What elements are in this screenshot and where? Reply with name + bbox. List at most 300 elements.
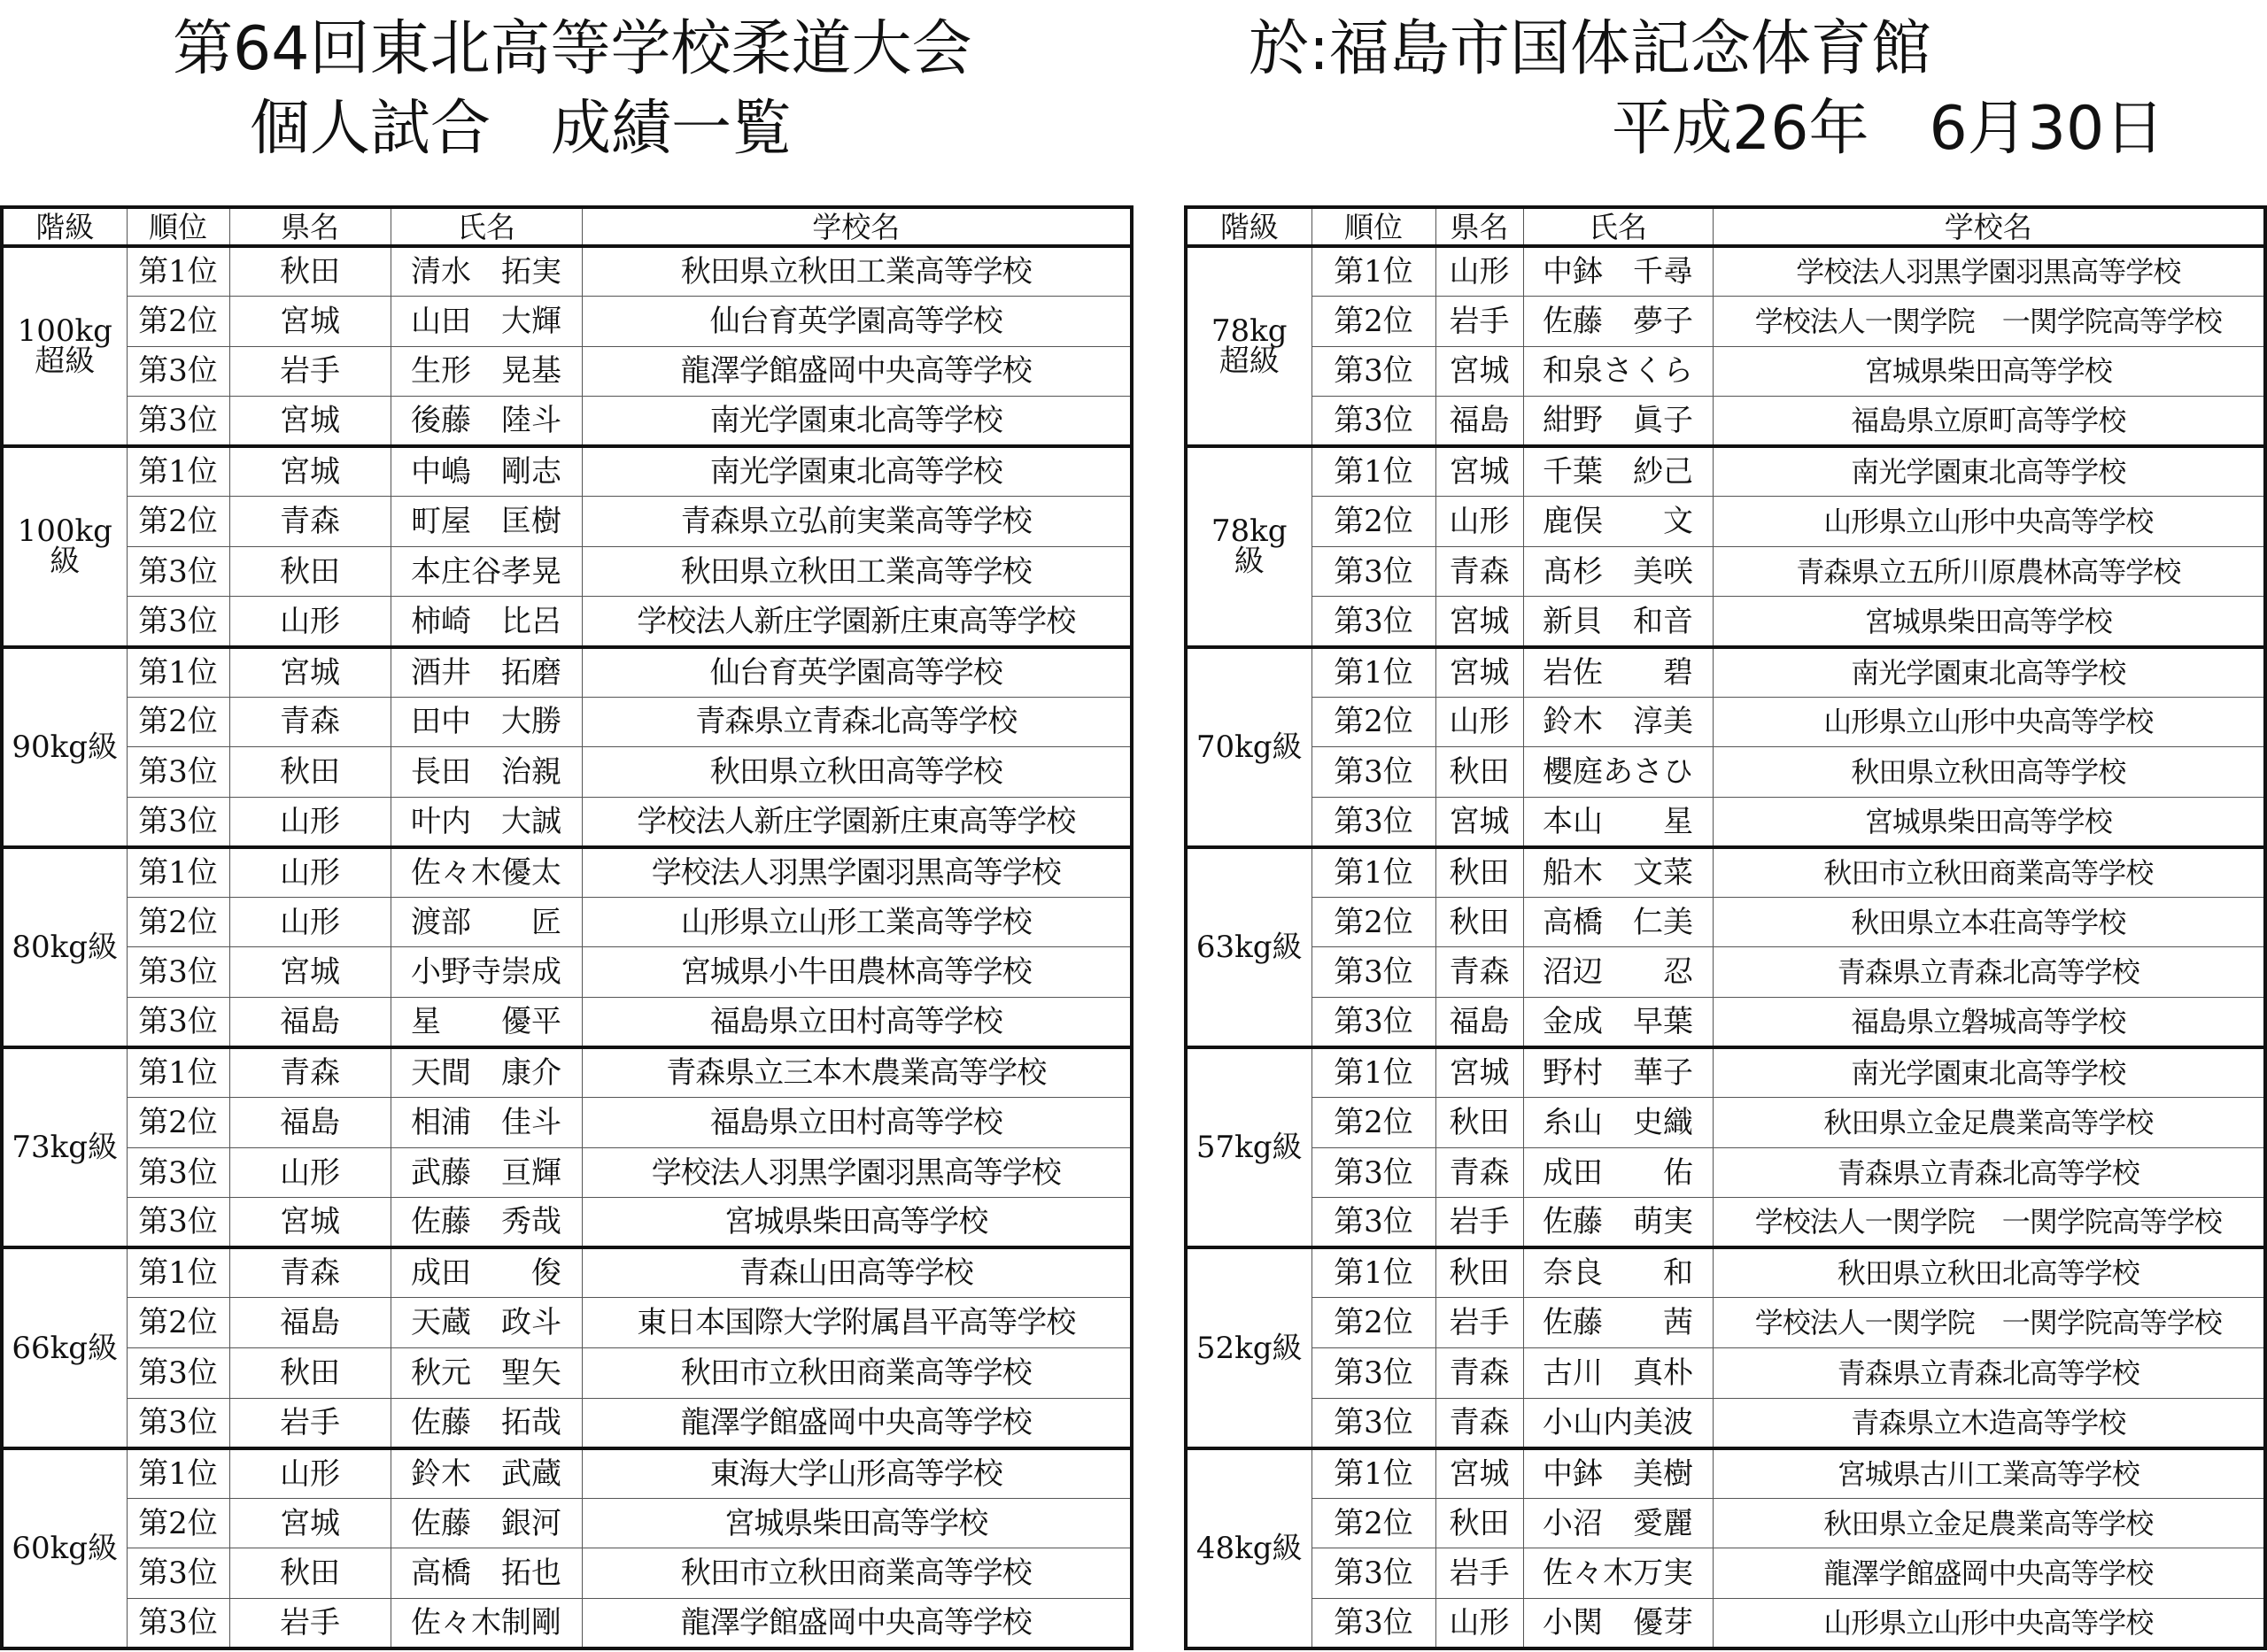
school-cell: 南光学園東北高等学校 <box>1713 1047 2265 1098</box>
weight-class-cell: 57kg級 <box>1186 1047 1311 1247</box>
prefecture-cell: 宮城 <box>229 446 391 497</box>
school-cell: 青森県立五所川原農林高等学校 <box>1713 546 2265 597</box>
prefecture-cell: 岩手 <box>1435 297 1523 347</box>
table-row <box>2 1047 1132 1098</box>
name-cell: 佐々木制剛 <box>391 1598 582 1648</box>
rank-cell: 第2位 <box>1311 697 1435 747</box>
school-cell: 秋田県立秋田工業高等学校 <box>582 246 1132 297</box>
name-cell: 後藤 陸斗 <box>391 397 582 447</box>
weight-class-group <box>1186 1247 2265 1447</box>
table-row <box>1186 246 2265 297</box>
table-row <box>1186 1598 2265 1648</box>
name-cell: 佐藤 秀哉 <box>391 1198 582 1248</box>
table-row <box>2 897 1132 947</box>
school-cell: 秋田県立秋田工業高等学校 <box>582 546 1132 597</box>
school-cell: 南光学園東北高等学校 <box>1713 647 2265 698</box>
weight-class-group <box>1186 1047 2265 1247</box>
name-cell: 相浦 佳斗 <box>391 1098 582 1148</box>
table-row <box>1186 597 2265 647</box>
school-cell: 秋田県立秋田高等学校 <box>582 747 1132 798</box>
rank-cell: 第1位 <box>1311 1247 1435 1298</box>
table-row <box>2 246 1132 297</box>
venue-label: 於:福島市国体記念体育館 <box>1249 14 1931 84</box>
table-row <box>2 1398 1132 1448</box>
column-header-weight-class: 階級 <box>1186 207 1311 246</box>
school-cell: 宮城県柴田高等学校 <box>1713 797 2265 847</box>
table-row <box>1186 1548 2265 1599</box>
prefecture-cell: 秋田 <box>1435 847 1523 898</box>
weight-class-group <box>2 446 1132 646</box>
rank-cell: 第1位 <box>1311 1448 1435 1499</box>
school-cell: 学校法人一関学院 一関学院高等学校 <box>1713 1298 2265 1348</box>
name-cell: 田中 大勝 <box>391 697 582 747</box>
prefecture-cell: 秋田 <box>229 747 391 798</box>
school-cell: 龍澤学館盛岡中央高等学校 <box>1713 1548 2265 1599</box>
rank-cell: 第3位 <box>127 998 229 1048</box>
prefecture-cell: 岩手 <box>1435 1198 1523 1248</box>
name-cell: 中嶋 剛志 <box>391 446 582 497</box>
prefecture-cell: 青森 <box>229 1247 391 1298</box>
table-row <box>1186 1348 2265 1399</box>
weight-class-group <box>1186 647 2265 847</box>
school-cell: 秋田市立秋田商業高等学校 <box>582 1548 1132 1599</box>
weight-class-cell: 90kg級 <box>2 647 127 847</box>
prefecture-cell: 岩手 <box>229 1398 391 1448</box>
rank-cell: 第3位 <box>127 1147 229 1198</box>
school-cell: 福島県立田村高等学校 <box>582 998 1132 1048</box>
rank-cell: 第1位 <box>127 1448 229 1499</box>
column-header-name: 氏名 <box>391 207 582 246</box>
table-row <box>2 1247 1132 1298</box>
rank-cell: 第3位 <box>1311 546 1435 597</box>
rank-cell: 第3位 <box>1311 597 1435 647</box>
name-cell: 鹿俣 文 <box>1523 497 1713 547</box>
prefecture-cell: 宮城 <box>1435 346 1523 397</box>
prefecture-cell: 宮城 <box>1435 597 1523 647</box>
name-cell: 柿崎 比呂 <box>391 597 582 647</box>
column-header-school: 学校名 <box>582 207 1132 246</box>
school-cell: 学校法人新庄学園新庄東高等学校 <box>582 797 1132 847</box>
name-cell: 叶内 大誠 <box>391 797 582 847</box>
table-row <box>2 998 1132 1048</box>
school-cell: 秋田県立秋田北高等学校 <box>1713 1247 2265 1298</box>
table-row <box>2 346 1132 397</box>
name-cell: 千葉 紗己 <box>1523 446 1713 497</box>
prefecture-cell: 宮城 <box>1435 647 1523 698</box>
rank-cell: 第3位 <box>1311 1147 1435 1198</box>
prefecture-cell: 秋田 <box>1435 747 1523 798</box>
table-row <box>2 697 1132 747</box>
table-row <box>1186 346 2265 397</box>
table-row <box>2 847 1132 898</box>
name-cell: 成田 俊 <box>391 1247 582 1298</box>
name-cell: 中鉢 美樹 <box>1523 1448 1713 1499</box>
prefecture-cell: 宮城 <box>229 647 391 698</box>
school-cell: 宮城県柴田高等学校 <box>582 1198 1132 1248</box>
school-cell: 秋田市立秋田商業高等学校 <box>582 1348 1132 1399</box>
table-header <box>1186 207 2265 246</box>
prefecture-cell: 宮城 <box>229 947 391 998</box>
weight-class-cell: 60kg級 <box>2 1448 127 1648</box>
table-row <box>2 1348 1132 1399</box>
rank-cell: 第1位 <box>127 246 229 297</box>
table-row <box>2 1448 1132 1499</box>
school-cell: 龍澤学館盛岡中央高等学校 <box>582 1598 1132 1648</box>
name-cell: 生形 晃基 <box>391 346 582 397</box>
prefecture-cell: 福島 <box>1435 397 1523 447</box>
rank-cell: 第3位 <box>127 1348 229 1399</box>
table-row <box>1186 697 2265 747</box>
name-cell: 佐々木優太 <box>391 847 582 898</box>
document-subtitle: 個人試合 成績一覧 <box>250 94 793 164</box>
school-cell: 学校法人羽黒学園羽黒高等学校 <box>1713 246 2265 297</box>
table-row <box>2 1498 1132 1548</box>
table-row <box>2 747 1132 798</box>
school-cell: 青森山田高等学校 <box>582 1247 1132 1298</box>
rank-cell: 第1位 <box>1311 446 1435 497</box>
school-cell: 学校法人羽黒学園羽黒高等学校 <box>582 1147 1132 1198</box>
column-header-rank: 順位 <box>1311 207 1435 246</box>
rank-cell: 第3位 <box>127 947 229 998</box>
name-cell: 和泉さくら <box>1523 346 1713 397</box>
school-cell: 青森県立青森北高等学校 <box>1713 1147 2265 1198</box>
weight-class-cell: 66kg級 <box>2 1247 127 1447</box>
name-cell: 酒井 拓磨 <box>391 647 582 698</box>
name-cell: 佐藤 夢子 <box>1523 297 1713 347</box>
table-row <box>2 546 1132 597</box>
prefecture-cell: 宮城 <box>1435 1448 1523 1499</box>
name-cell: 本庄谷孝晃 <box>391 546 582 597</box>
school-cell: 学校法人羽黒学園羽黒高等学校 <box>582 847 1132 898</box>
prefecture-cell: 山形 <box>1435 497 1523 547</box>
column-header-school: 学校名 <box>1713 207 2265 246</box>
weight-class-cell: 48kg級 <box>1186 1448 1311 1648</box>
school-cell: 青森県立弘前実業高等学校 <box>582 497 1132 547</box>
weight-class-cell: 78kg 級 <box>1186 446 1311 646</box>
rank-cell: 第1位 <box>1311 647 1435 698</box>
table-row <box>2 446 1132 497</box>
school-cell: 学校法人一関学院 一関学院高等学校 <box>1713 297 2265 347</box>
table-row <box>1186 998 2265 1048</box>
prefecture-cell: 宮城 <box>1435 797 1523 847</box>
name-cell: 佐々木万実 <box>1523 1548 1713 1599</box>
prefecture-cell: 秋田 <box>1435 1247 1523 1298</box>
prefecture-cell: 秋田 <box>1435 1098 1523 1148</box>
name-cell: 小関 優芽 <box>1523 1598 1713 1648</box>
school-cell: 宮城県古川工業高等学校 <box>1713 1448 2265 1499</box>
rank-cell: 第3位 <box>1311 1198 1435 1248</box>
school-cell: 福島県立田村高等学校 <box>582 1098 1132 1148</box>
column-header-prefecture: 県名 <box>229 207 391 246</box>
table-row <box>1186 497 2265 547</box>
rank-cell: 第2位 <box>127 297 229 347</box>
rank-cell: 第3位 <box>127 1548 229 1599</box>
rank-cell: 第1位 <box>1311 847 1435 898</box>
name-cell: 鈴木 淳美 <box>1523 697 1713 747</box>
table-row <box>2 947 1132 998</box>
school-cell: 山形県立山形中央高等学校 <box>1713 1598 2265 1648</box>
weight-class-group <box>2 246 1132 446</box>
rank-cell: 第2位 <box>1311 897 1435 947</box>
prefecture-cell: 宮城 <box>229 297 391 347</box>
weight-class-group <box>1186 246 2265 446</box>
name-cell: 岩佐 碧 <box>1523 647 1713 698</box>
rank-cell: 第2位 <box>1311 1298 1435 1348</box>
prefecture-cell: 岩手 <box>229 1598 391 1648</box>
table-row <box>1186 546 2265 597</box>
table-row <box>1186 1098 2265 1148</box>
school-cell: 宮城県柴田高等学校 <box>1713 597 2265 647</box>
table-row <box>1186 1398 2265 1448</box>
table-row <box>1186 1047 2265 1098</box>
table-row <box>1186 647 2265 698</box>
school-cell: 秋田市立秋田商業高等学校 <box>1713 847 2265 898</box>
prefecture-cell: 宮城 <box>229 1498 391 1548</box>
name-cell: 佐藤 萌実 <box>1523 1198 1713 1248</box>
weight-class-group <box>1186 1448 2265 1648</box>
name-cell: 渡部 匠 <box>391 897 582 947</box>
rank-cell: 第3位 <box>1311 1398 1435 1448</box>
prefecture-cell: 山形 <box>1435 1598 1523 1648</box>
rank-cell: 第3位 <box>127 1198 229 1248</box>
table-row <box>2 647 1132 698</box>
rank-cell: 第2位 <box>127 697 229 747</box>
rank-cell: 第2位 <box>127 1298 229 1348</box>
prefecture-cell: 秋田 <box>229 1548 391 1599</box>
rank-cell: 第3位 <box>1311 1598 1435 1648</box>
table-row <box>2 297 1132 347</box>
weight-class-group <box>2 647 1132 847</box>
prefecture-cell: 青森 <box>229 1047 391 1098</box>
school-cell: 宮城県柴田高等学校 <box>582 1498 1132 1548</box>
school-cell: 青森県立青森北高等学校 <box>582 697 1132 747</box>
prefecture-cell: 福島 <box>229 1298 391 1348</box>
prefecture-cell: 青森 <box>1435 947 1523 998</box>
table-row <box>2 1147 1132 1198</box>
school-cell: 福島県立磐城高等学校 <box>1713 998 2265 1048</box>
rank-cell: 第3位 <box>1311 397 1435 447</box>
rank-cell: 第3位 <box>1311 747 1435 798</box>
school-cell: 東日本国際大学附属昌平高等学校 <box>582 1298 1132 1348</box>
rank-cell: 第1位 <box>127 1247 229 1298</box>
rank-cell: 第2位 <box>1311 1098 1435 1148</box>
school-cell: 秋田県立本荘高等学校 <box>1713 897 2265 947</box>
school-cell: 宮城県柴田高等学校 <box>1713 346 2265 397</box>
rank-cell: 第1位 <box>127 446 229 497</box>
weight-class-cell: 70kg級 <box>1186 647 1311 847</box>
table-row <box>2 1298 1132 1348</box>
rank-cell: 第3位 <box>1311 346 1435 397</box>
name-cell: 佐藤 茜 <box>1523 1298 1713 1348</box>
prefecture-cell: 青森 <box>1435 546 1523 597</box>
rank-cell: 第1位 <box>1311 1047 1435 1098</box>
name-cell: 秋元 聖矢 <box>391 1348 582 1399</box>
name-cell: 星 優平 <box>391 998 582 1048</box>
school-cell: 学校法人一関学院 一関学院高等学校 <box>1713 1198 2265 1248</box>
prefecture-cell: 秋田 <box>229 1348 391 1399</box>
school-cell: 学校法人新庄学園新庄東高等学校 <box>582 597 1132 647</box>
rank-cell: 第1位 <box>127 847 229 898</box>
prefecture-cell: 福島 <box>1435 998 1523 1048</box>
name-cell: 天間 康介 <box>391 1047 582 1098</box>
school-cell: 仙台育英学園高等学校 <box>582 647 1132 698</box>
table-row <box>1186 797 2265 847</box>
table-row <box>1186 446 2265 497</box>
name-cell: 長田 治親 <box>391 747 582 798</box>
name-cell: 鈴木 武蔵 <box>391 1448 582 1499</box>
prefecture-cell: 山形 <box>229 1147 391 1198</box>
rank-cell: 第3位 <box>1311 947 1435 998</box>
school-cell: 山形県立山形中央高等学校 <box>1713 697 2265 747</box>
table-row <box>1186 1498 2265 1548</box>
name-cell: 山田 大輝 <box>391 297 582 347</box>
prefecture-cell: 宮城 <box>1435 446 1523 497</box>
prefecture-cell: 山形 <box>229 797 391 847</box>
weight-class-cell: 63kg級 <box>1186 847 1311 1047</box>
weight-class-cell: 52kg級 <box>1186 1247 1311 1447</box>
document-title: 第64回東北高等学校柔道大会 <box>173 14 972 84</box>
rank-cell: 第1位 <box>1311 246 1435 297</box>
column-header-prefecture: 県名 <box>1435 207 1523 246</box>
name-cell: 古川 真朴 <box>1523 1348 1713 1399</box>
table-row <box>1186 1198 2265 1248</box>
prefecture-cell: 青森 <box>229 497 391 547</box>
prefecture-cell: 山形 <box>229 897 391 947</box>
school-cell: 龍澤学館盛岡中央高等学校 <box>582 346 1132 397</box>
table-row <box>2 1598 1132 1648</box>
prefecture-cell: 宮城 <box>1435 1047 1523 1098</box>
name-cell: 中鉢 千尋 <box>1523 246 1713 297</box>
name-cell: 沼辺 忍 <box>1523 947 1713 998</box>
rank-cell: 第3位 <box>1311 797 1435 847</box>
prefecture-cell: 秋田 <box>1435 1498 1523 1548</box>
table-row <box>2 397 1132 447</box>
prefecture-cell: 青森 <box>229 697 391 747</box>
weight-class-group <box>2 1047 1132 1247</box>
school-cell: 南光学園東北高等学校 <box>1713 446 2265 497</box>
prefecture-cell: 岩手 <box>229 346 391 397</box>
name-cell: 高橋 仁美 <box>1523 897 1713 947</box>
rank-cell: 第3位 <box>127 597 229 647</box>
column-header-rank: 順位 <box>127 207 229 246</box>
school-cell: 宮城県小牛田農林高等学校 <box>582 947 1132 998</box>
name-cell: 奈良 和 <box>1523 1247 1713 1298</box>
name-cell: 高橋 拓也 <box>391 1548 582 1599</box>
weight-class-group <box>1186 847 2265 1047</box>
table-row <box>2 497 1132 547</box>
table-row <box>1186 847 2265 898</box>
name-cell: 新貝 和音 <box>1523 597 1713 647</box>
prefecture-cell: 青森 <box>1435 1348 1523 1399</box>
table-row <box>2 1548 1132 1599</box>
table-header <box>2 207 1132 246</box>
school-cell: 仙台育英学園高等学校 <box>582 297 1132 347</box>
prefecture-cell: 秋田 <box>229 246 391 297</box>
rank-cell: 第3位 <box>127 1398 229 1448</box>
rank-cell: 第1位 <box>127 647 229 698</box>
prefecture-cell: 福島 <box>229 1098 391 1148</box>
table-row <box>1186 1247 2265 1298</box>
table-row <box>2 1098 1132 1148</box>
table-row <box>1186 1298 2265 1348</box>
prefecture-cell: 青森 <box>1435 1398 1523 1448</box>
name-cell: 佐藤 拓哉 <box>391 1398 582 1448</box>
prefecture-cell: 秋田 <box>229 546 391 597</box>
name-cell: 小野寺崇成 <box>391 947 582 998</box>
rank-cell: 第2位 <box>1311 297 1435 347</box>
rank-cell: 第3位 <box>127 747 229 798</box>
school-cell: 秋田県立金足農業高等学校 <box>1713 1498 2265 1548</box>
rank-cell: 第2位 <box>1311 497 1435 547</box>
school-cell: 山形県立山形工業高等学校 <box>582 897 1132 947</box>
name-cell: 金成 早葉 <box>1523 998 1713 1048</box>
results-table-right <box>1184 205 2267 1650</box>
name-cell: 糸山 史織 <box>1523 1098 1713 1148</box>
weight-class-group <box>1186 446 2265 646</box>
rank-cell: 第2位 <box>127 1098 229 1148</box>
name-cell: 天蔵 政斗 <box>391 1298 582 1348</box>
prefecture-cell: 山形 <box>229 1448 391 1499</box>
school-cell: 山形県立山形中央高等学校 <box>1713 497 2265 547</box>
school-cell: 福島県立原町高等学校 <box>1713 397 2265 447</box>
name-cell: 船木 文菜 <box>1523 847 1713 898</box>
prefecture-cell: 秋田 <box>1435 897 1523 947</box>
table-row <box>1186 1448 2265 1499</box>
weight-class-group <box>2 1448 1132 1648</box>
rank-cell: 第2位 <box>127 897 229 947</box>
school-cell: 青森県立三本木農業高等学校 <box>582 1047 1132 1098</box>
prefecture-cell: 山形 <box>1435 697 1523 747</box>
name-cell: 櫻庭あさひ <box>1523 747 1713 798</box>
name-cell: 佐藤 銀河 <box>391 1498 582 1548</box>
name-cell: 小沼 愛麗 <box>1523 1498 1713 1548</box>
prefecture-cell: 山形 <box>229 847 391 898</box>
table-row <box>1186 747 2265 798</box>
rank-cell: 第3位 <box>1311 998 1435 1048</box>
prefecture-cell: 岩手 <box>1435 1298 1523 1348</box>
table-row <box>1186 897 2265 947</box>
event-date: 平成26年 6月30日 <box>1612 94 2165 164</box>
school-cell: 秋田県立金足農業高等学校 <box>1713 1098 2265 1148</box>
school-cell: 東海大学山形高等学校 <box>582 1448 1132 1499</box>
prefecture-cell: 山形 <box>1435 246 1523 297</box>
rank-cell: 第3位 <box>127 397 229 447</box>
school-cell: 龍澤学館盛岡中央高等学校 <box>582 1398 1132 1448</box>
weight-class-group <box>2 1247 1132 1447</box>
rank-cell: 第3位 <box>127 546 229 597</box>
rank-cell: 第3位 <box>127 1598 229 1648</box>
rank-cell: 第3位 <box>127 346 229 397</box>
school-cell: 青森県立木造高等学校 <box>1713 1398 2265 1448</box>
rank-cell: 第2位 <box>1311 1498 1435 1548</box>
school-cell: 青森県立青森北高等学校 <box>1713 947 2265 998</box>
school-cell: 南光学園東北高等学校 <box>582 397 1132 447</box>
name-cell: 町屋 匡樹 <box>391 497 582 547</box>
rank-cell: 第2位 <box>127 497 229 547</box>
school-cell: 秋田県立秋田高等学校 <box>1713 747 2265 798</box>
weight-class-cell: 100kg 超級 <box>2 246 127 446</box>
prefecture-cell: 宮城 <box>229 1198 391 1248</box>
name-cell: 成田 佑 <box>1523 1147 1713 1198</box>
table-row <box>1186 297 2265 347</box>
rank-cell: 第2位 <box>127 1498 229 1548</box>
weight-class-group <box>2 847 1132 1047</box>
table-row <box>1186 1147 2265 1198</box>
prefecture-cell: 青森 <box>1435 1147 1523 1198</box>
weight-class-cell: 73kg級 <box>2 1047 127 1247</box>
prefecture-cell: 宮城 <box>229 397 391 447</box>
table-row <box>1186 947 2265 998</box>
